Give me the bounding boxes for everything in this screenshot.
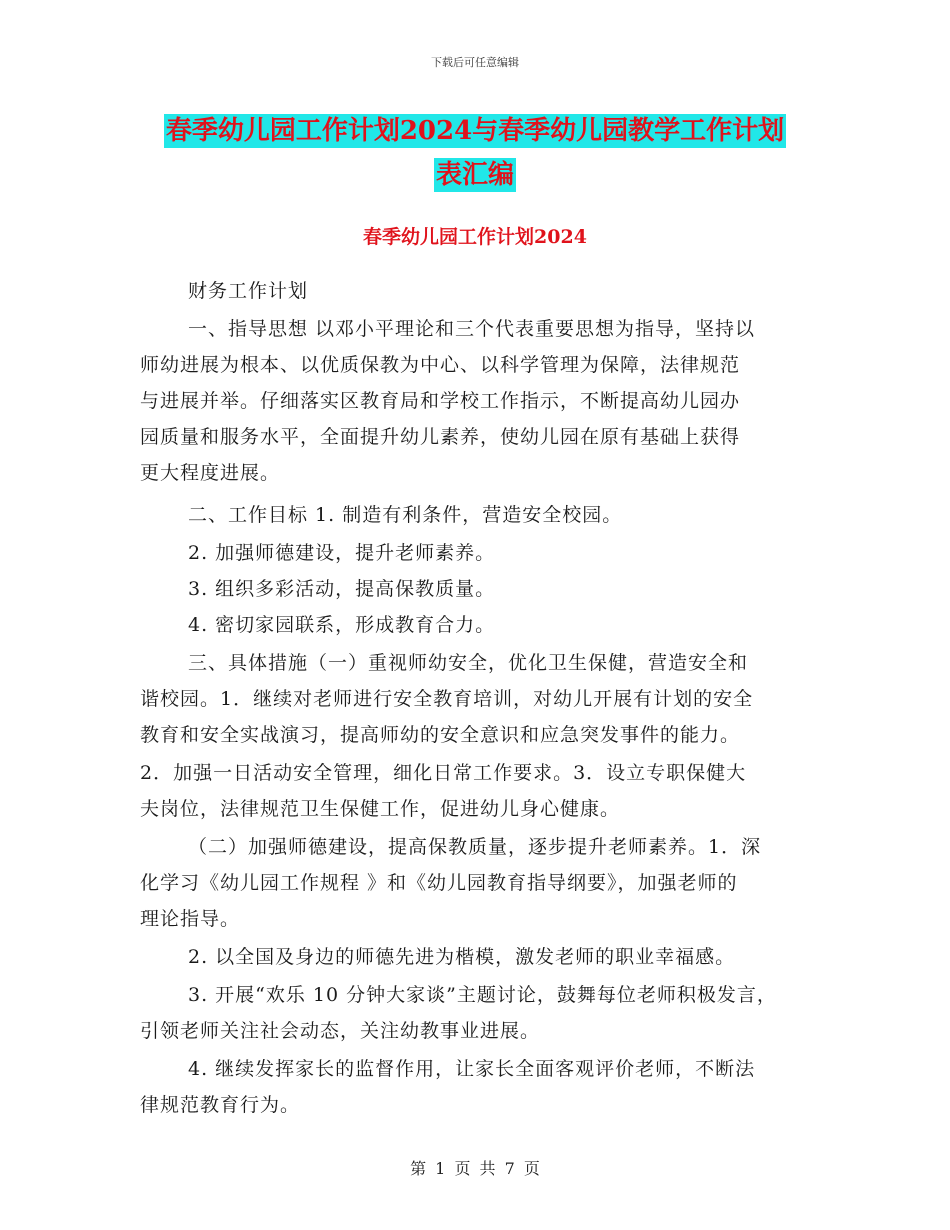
- body-line: 4. 继续发挥家长的监督作用，让家长全面客观评价老师，不断法: [188, 1058, 756, 1080]
- body-line: 园质量和服务水平，全面提升幼儿素养，使幼儿园在原有基础上获得: [140, 426, 741, 448]
- body-line: 2. 加强师德建设，提升老师素养。: [188, 542, 496, 564]
- body-line: 3. 组织多彩活动，提高保教质量。: [188, 578, 496, 600]
- body-line: （二）加强师德建设，提高保教质量，逐步提升老师素养。1．深: [188, 836, 762, 858]
- body-line: 师幼进展为根本、以优质保教为中心、以科学管理为保障，法律规范: [140, 354, 741, 376]
- body-line: 财务工作计划: [188, 280, 309, 302]
- body-line: 一、指导思想 以邓小平理论和三个代表重要思想为指导，坚持以: [188, 318, 756, 340]
- body-line: 律规范教育行为。: [140, 1094, 301, 1116]
- document-title-line-1: [0, 116, 950, 146]
- body-line: 夫岗位，法律规范卫生保健工作，促进幼儿身心健康。: [140, 798, 621, 820]
- body-line: 引领老师关注社会动态，关注幼教事业进展。: [140, 1020, 541, 1042]
- section-title: 春季幼儿园工作计划2024: [363, 226, 587, 248]
- body-line: 2. 以全国及身边的师德先进为楷模，激发老师的职业幸福感。: [188, 946, 736, 968]
- body-line: 三、具体措施（一）重视师幼安全，优化卫生保健，营造安全和: [188, 652, 749, 674]
- body-line: 教育和安全实战演习，提高师幼的安全意识和应急突发事件的能力。: [140, 724, 741, 746]
- body-line: 3. 开展“欢乐 10 分钟大家谈”主题讨论，鼓舞每位老师积极发言，: [188, 984, 777, 1006]
- document-title-line-1-text: 春季幼儿园工作计划2024与春季幼儿园教学工作计划: [165, 116, 785, 146]
- body-line: 4. 密切家园联系，形成教育合力。: [188, 614, 496, 636]
- header-note: 下载后可任意编辑: [431, 56, 519, 69]
- body-line: 2．加强一日活动安全管理，细化日常工作要求。3．设立专职保健大: [140, 762, 747, 784]
- body-line: 二、工作目标 1. 制造有利条件，营造安全校园。: [188, 504, 623, 526]
- page-footer: 第 1 页 共 7 页: [410, 1159, 540, 1178]
- document-title-line-2: [0, 160, 950, 190]
- body-line: 更大程度进展。: [140, 462, 281, 484]
- body-line: 谐校园。1．继续对老师进行安全教育培训，对幼儿开展有计划的安全: [140, 688, 754, 710]
- document-title-line-2-text: 表汇编: [435, 160, 514, 190]
- body-line: 与进展并举。仔细落实区教育局和学校工作指示，不断提高幼儿园办: [140, 390, 741, 412]
- body-line: 理论指导。: [140, 908, 241, 930]
- body-line: 化学习《幼儿园工作规程 》和《幼儿园教育指导纲要》，加强老师的: [140, 872, 738, 894]
